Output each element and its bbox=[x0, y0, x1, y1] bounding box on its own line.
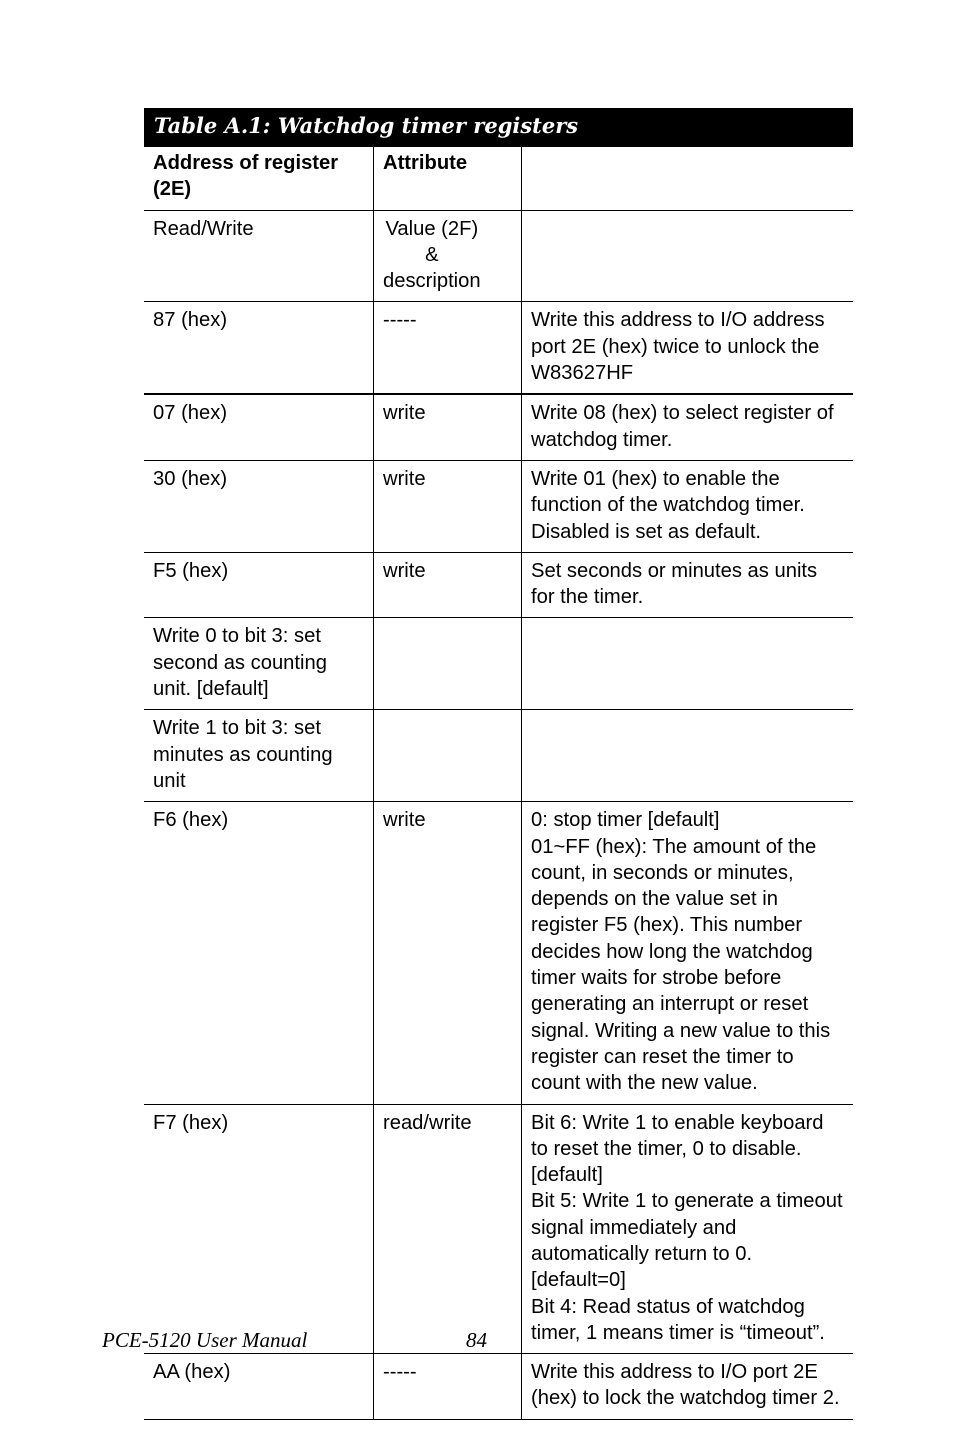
cell-address: F6 (hex) bbox=[144, 802, 374, 1104]
page-number: 84 bbox=[466, 1328, 487, 1352]
table-row bbox=[144, 1354, 853, 1420]
cell-description: Write 01 (hex) to enable the function of the watchdog timer. Disabled is set as default. bbox=[522, 460, 854, 552]
cell-description bbox=[522, 618, 854, 710]
cell-description: Set seconds or minutes as units for the timer. bbox=[522, 552, 854, 618]
cell-description bbox=[522, 710, 854, 802]
table-row bbox=[144, 460, 853, 552]
cell-description bbox=[522, 210, 854, 302]
manual-title-footer: PCE-5120 User Manual bbox=[102, 1328, 308, 1352]
watchdog-register-table bbox=[144, 108, 853, 1420]
cell-address: AA (hex) bbox=[144, 1354, 374, 1420]
table-row bbox=[144, 552, 853, 618]
cell-attribute: write bbox=[374, 394, 522, 460]
cell-attribute: write bbox=[374, 552, 522, 618]
table-row bbox=[144, 710, 853, 802]
cell-attribute: write bbox=[374, 802, 522, 1104]
table-row bbox=[144, 802, 853, 1104]
header-description bbox=[522, 147, 854, 210]
cell-attribute bbox=[374, 618, 522, 710]
cell-attribute: read/write bbox=[374, 1104, 522, 1354]
cell-attribute bbox=[374, 710, 522, 802]
table-row bbox=[144, 302, 853, 394]
cell-attribute: write bbox=[374, 460, 522, 552]
cell-address: F5 (hex) bbox=[144, 552, 374, 618]
table-header-row bbox=[144, 147, 853, 210]
cell-description: Write this address to I/O port 2E (hex) to lock the watchdog timer 2. bbox=[522, 1354, 854, 1420]
table-row bbox=[144, 394, 853, 460]
cell-address: 87 (hex) bbox=[144, 302, 374, 394]
cell-description: Write this address to I/O address port 2E (hex) twice to unlock the W83627HF bbox=[522, 302, 854, 394]
cell-description: Bit 6: Write 1 to enable keyboard to reset the timer, 0 to disable.[default] Bit 5: Write 1 to generate a timeout signal immediately and automatically return to 0. [default=0] Bit 4: Read status of watchdog timer, 1 means timer is “timeout”. bbox=[522, 1104, 854, 1354]
table-row bbox=[144, 1104, 853, 1354]
header-attribute: Attribute bbox=[374, 147, 522, 210]
cell-attribute: ----- bbox=[374, 1354, 522, 1420]
attribute-text: Value (2F) & description bbox=[383, 217, 481, 293]
cell-address: Write 1 to bit 3: set minutes as counting unit bbox=[144, 710, 374, 802]
cell-attribute: ----- bbox=[374, 302, 522, 394]
table-row bbox=[144, 210, 853, 302]
register-table bbox=[144, 147, 853, 1420]
cell-description: 0: stop timer [default] 01~FF (hex): The amount of the count, in seconds or minutes, depends on the value set in register F5 (hex). This number decides how long the watchdog timer waits for strobe before generating an interrupt or reset signal. Writing a new value to this register can reset the timer to count with the new value. bbox=[522, 802, 854, 1104]
table-row bbox=[144, 618, 853, 710]
cell-address: F7 (hex) bbox=[144, 1104, 374, 1354]
cell-address: Write 0 to bit 3: set second as counting unit. [default] bbox=[144, 618, 374, 710]
cell-address: 30 (hex) bbox=[144, 460, 374, 552]
cell-address: 07 (hex) bbox=[144, 394, 374, 460]
cell-address: Read/Write bbox=[144, 210, 374, 302]
table-caption: Table A.1: Watchdog timer registers bbox=[144, 108, 853, 147]
cell-attribute bbox=[374, 210, 522, 302]
header-address: Address of register (2E) bbox=[144, 147, 374, 210]
cell-description: Write 08 (hex) to select register of watchdog timer. bbox=[522, 394, 854, 460]
